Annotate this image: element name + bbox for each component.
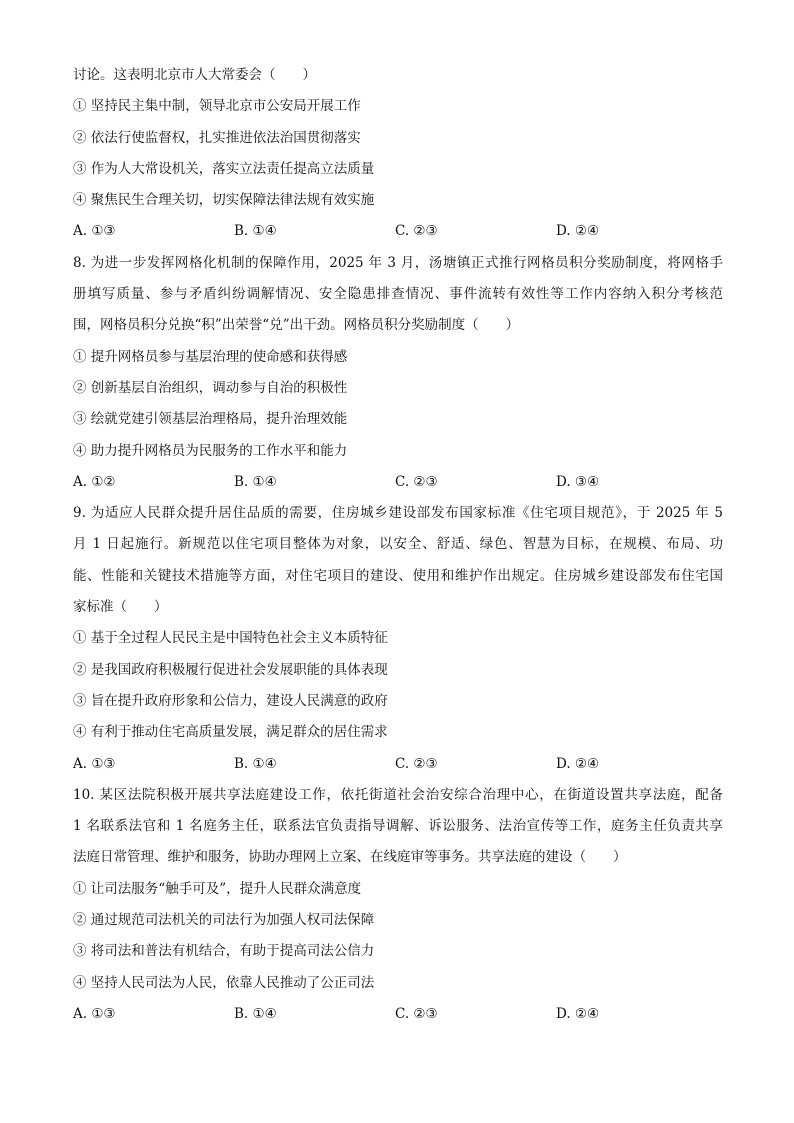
- choice-b: B. ①④: [234, 473, 277, 490]
- question-stem-line: 法庭日常管理、维护和服务，协助办理网上立案、在线庭审等事务。共享法庭的建设（ ）: [73, 849, 627, 866]
- question-10: [73, 780, 723, 1030]
- question-9: [73, 498, 723, 780]
- question-stem-line: 围，网格员积分兑换“积”出荣誉“兑”出干劲。网格员积分奖励制度（ ）: [73, 317, 520, 334]
- answer-choices: [73, 749, 723, 780]
- choice-a: A. ①②: [73, 473, 116, 490]
- choice-c: C. ②③: [395, 1005, 438, 1022]
- question-stem-line: 讨论。这表明北京市人大常委会（ ）: [73, 67, 316, 83]
- choice-a: A. ①③: [73, 223, 116, 240]
- question-8: [73, 248, 723, 498]
- question-stem-line: 能、性能和关键技术措施等方面，对住宅项目的建设、使用和维护作出规定。住房城乡建设部发布住宅国: [73, 567, 723, 584]
- answer-choices: [73, 999, 723, 1030]
- option-2: ② 创新基层自治组织，调动参与自治的积极性: [73, 379, 348, 396]
- choice-c: C. ②③: [395, 473, 438, 490]
- option-2: ② 依法行使监督权，扎实推进依法治国贯彻落实: [73, 129, 361, 146]
- option-4: ④ 聚焦民生合理关切，切实保障法律法规有效实施: [73, 192, 375, 209]
- choice-d: D. ②④: [556, 1005, 600, 1022]
- choice-b: B. ①④: [234, 223, 277, 240]
- question-7: [73, 60, 723, 248]
- option-2: ② 通过规范司法机关的司法行为加强人权司法保障: [73, 912, 375, 929]
- option-3: ③ 旨在提升政府形象和公信力，建设人民满意的政府: [73, 692, 388, 709]
- answer-choices: [73, 467, 723, 498]
- choice-c: C. ②③: [395, 755, 438, 772]
- choice-c: C. ②③: [395, 223, 438, 240]
- option-3: ③ 作为人大常设机关，落实立法责任提高立法质量: [73, 160, 375, 177]
- choice-a: A. ①③: [73, 755, 116, 772]
- question-stem-line: 9. 为适应人民群众提升居住品质的需要，住房城乡建设部发布国家标准《住宅项目规范》，于 2025 年 5: [73, 505, 723, 522]
- question-stem-line: 8. 为进一步发挥网格化机制的保障作用，2025 年 3 月，汤塘镇正式推行网格员积分奖励制度，将网格手: [73, 254, 723, 271]
- choice-d: D. ②④: [556, 755, 600, 772]
- question-stem-line: 月 1 日起施行。新规范以住宅项目整体为对象，以安全、舒适、绿色、智慧为目标，在规模、布局、功: [73, 536, 723, 553]
- option-1: ① 提升网格员参与基层治理的使命感和获得感: [73, 348, 348, 365]
- option-1: ① 基于全过程人民民主是中国特色社会主义本质特征: [73, 630, 388, 647]
- exam-page: [73, 60, 723, 1030]
- choice-d: D. ②④: [556, 223, 600, 240]
- option-1: ① 坚持民主集中制，领导北京市公安局开展工作: [73, 98, 361, 115]
- option-2: ② 是我国政府积极履行促进社会发展职能的具体表现: [73, 661, 388, 678]
- question-stem-line: 册填写质量、参与矛盾纠纷调解情况、安全隐患排查情况、事件流转有效性等工作内容纳入积分考核范: [73, 286, 723, 303]
- option-1: ① 让司法服务“触手可及”，提升人民群众满意度: [73, 880, 362, 897]
- option-3: ③ 绘就党建引领基层治理格局，提升治理效能: [73, 411, 348, 428]
- option-3: ③ 将司法和普法有机结合，有助于提高司法公信力: [73, 943, 375, 960]
- question-stem-line: 家标准（ ）: [73, 599, 168, 616]
- choice-b: B. ①④: [234, 755, 277, 772]
- question-stem-line: 1 名联系法官和 1 名庭务主任，联系法官负责指导调解、诉讼服务、法治宣传等工作，庭务主任负责共享: [73, 818, 723, 835]
- option-4: ④ 助力提升网格员为民服务的工作水平和能力: [73, 442, 348, 459]
- choice-a: A. ①③: [73, 1005, 116, 1022]
- choice-b: B. ①④: [234, 1005, 277, 1022]
- option-4: ④ 有利于推动住宅高质量发展，满足群众的居住需求: [73, 724, 388, 741]
- answer-choices: [73, 216, 723, 247]
- choice-d: D. ③④: [556, 473, 600, 490]
- question-stem-line: 10. 某区法院积极开展共享法庭建设工作，依托街道社会治安综合治理中心，在街道设置共享法庭，配备: [73, 786, 723, 803]
- option-4: ④ 坚持人民司法为人民，依靠人民推动了公正司法: [73, 974, 375, 991]
